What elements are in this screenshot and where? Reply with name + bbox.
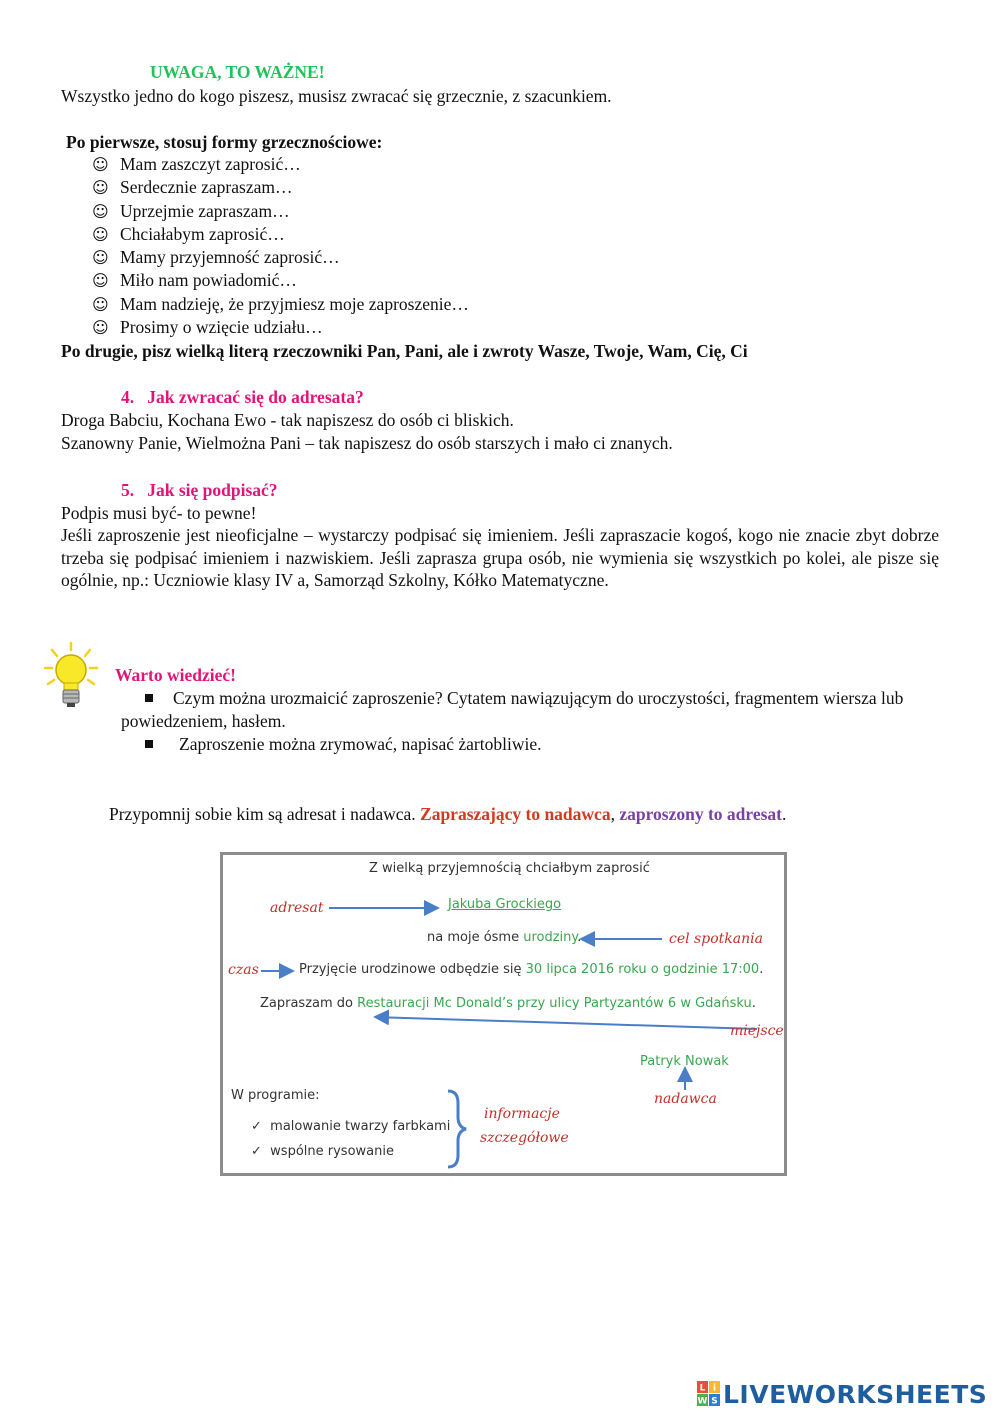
logo-letter: S: [711, 1396, 718, 1407]
logo-text: LIVEWORKSHEETS: [723, 1379, 988, 1409]
lightbulb-icon: [42, 640, 100, 710]
list-item: ☺ Miło nam powiadomić…: [92, 270, 297, 291]
tip-title: Warto wiedzieć!: [115, 665, 236, 685]
list-item: ☺ Serdecznie zapraszam…: [92, 177, 293, 198]
sender-phrase: Zapraszający to nadawca: [420, 804, 611, 824]
list-item: ☺ Chciałabym zaprosić…: [92, 223, 285, 244]
list-item: ☺ Prosimy o wzięcie udziału…: [92, 317, 323, 338]
recipient-name: Jakuba Grockiego: [448, 897, 562, 912]
invitation-line1: Z wielką przyjemnością chciałbym zaprosić: [369, 861, 650, 876]
intro-text: Wszystko jedno do kogo piszesz, musisz zwracać się grzecznie, z szacunkiem.: [61, 86, 612, 106]
page-title: UWAGA, TO WAŻNE!: [150, 62, 325, 82]
square-bullet-icon: [145, 740, 153, 748]
check-icon: ✓: [251, 1119, 262, 1134]
liveworksheets-logo: [697, 1378, 987, 1410]
section4-line2: Szanowny Panie, Wielmożna Pani – tak napiszesz do osób starszych i mało ci znanych.: [61, 433, 673, 453]
curly-brace: [448, 1091, 466, 1167]
list-item: ☺ Mamy przyjemność zaprosić…: [92, 247, 340, 268]
smiley-icon: ☺: [92, 294, 109, 314]
liveworksheets-logo-icon: [697, 1381, 721, 1407]
tip-item-1-text: Czym można urozmaicić zaproszenie? Cytatem nawiązującym do uroczystości, fragmentem wiersza lub powiedzeniem, hasłem.: [121, 688, 904, 731]
politeness-heading: Po pierwsze, stosuj formy grzecznościowe:: [66, 132, 383, 152]
arrow-miejsce: [375, 1017, 757, 1029]
logo-letter: W: [697, 1396, 708, 1407]
smiley-icon: ☺: [92, 271, 109, 291]
section5-line1: Podpis musi być- to pewne!: [61, 503, 257, 523]
time-line: Przyjęcie urodzinowe odbędzie się 30 lipca 2016 roku o godzinie 17:00.: [299, 962, 764, 977]
section5-paragraph: Jeśli zaproszenie jest nieoficjalne – wystarczy podpisać się imieniem. Jeśli zapraszacie kogoś, kogo nie znacie zbyt dobrze trzeba się podpisać imieniem i nazwiskiem. Jeśli zaprasza grupa osób, nie wymienia się wszystkich po kolei, ale pisze się ogólnie, np.: Uczniowie klasy IV a, Samorząd Szkolny, Kółko Matematyczne.: [61, 525, 939, 590]
smiley-icon: ☺: [92, 155, 109, 174]
check-icon: ✓: [251, 1144, 262, 1159]
list-item: ☺ Mam nadzieję, że przyjmiesz moje zaproszenie…: [92, 293, 469, 314]
smiley-icon: ☺: [92, 224, 109, 244]
invitation-example: [220, 852, 787, 1176]
politeness-list: [92, 153, 469, 339]
section4-line1: Droga Babciu, Kochana Ewo - tak napiszesz do osób ci bliskich.: [61, 410, 514, 430]
recipient-phrase: zaproszony to adresat: [619, 804, 783, 824]
program-heading: W programie:: [231, 1088, 320, 1103]
label-info-line1: informacje: [484, 1106, 560, 1122]
logo-letter: i: [712, 1383, 717, 1394]
smiley-icon: ☺: [92, 201, 109, 221]
section4-heading: 4. Jak zwracać się do adresata?: [121, 387, 364, 407]
smiley-icon: ☺: [92, 318, 109, 338]
list-item: ☺ Uprzejmie zapraszam…: [92, 200, 290, 221]
occasion-line: na moje ósme urodziny.: [427, 930, 582, 945]
label-info-line2: szczegółowe: [480, 1130, 569, 1146]
tip-item-2: Zaproszenie można zrymować, napisać żartobliwie.: [145, 733, 541, 755]
label-nadawca: nadawca: [654, 1091, 717, 1107]
logo-letter: L: [699, 1383, 706, 1394]
place-line: Zapraszam do Restauracji Mc Donald’s przy ulicy Partyzantów 6 w Gdańsku.: [260, 996, 756, 1011]
section5-heading: 5. Jak się podpisać?: [121, 480, 278, 500]
signature: Patryk Nowak: [640, 1054, 729, 1069]
label-czas: czas: [228, 962, 259, 978]
list-item: ☺ Mam zaszczyt zaprosić…: [92, 154, 301, 174]
label-miejsce: miejsce: [730, 1023, 784, 1039]
label-adresat: adresat: [270, 900, 324, 916]
second-rule: Po drugie, pisz wielką literą rzeczowniki Pan, Pani, ale i zwroty Wasze, Twoje, Wam, Cię, Ci: [61, 341, 748, 361]
reminder-line: Przypomnij sobie kim są adresat i nadawca. Zapraszający to nadawca, zaproszony to adresat.: [109, 804, 787, 824]
program-item: ✓ malowanie twarzy farbkami: [251, 1119, 451, 1134]
smiley-icon: ☺: [92, 178, 109, 198]
smiley-icon: ☺: [92, 248, 109, 268]
program-item: ✓ wspólne rysowanie: [251, 1144, 394, 1159]
label-cel-spotkania: cel spotkania: [669, 931, 763, 947]
